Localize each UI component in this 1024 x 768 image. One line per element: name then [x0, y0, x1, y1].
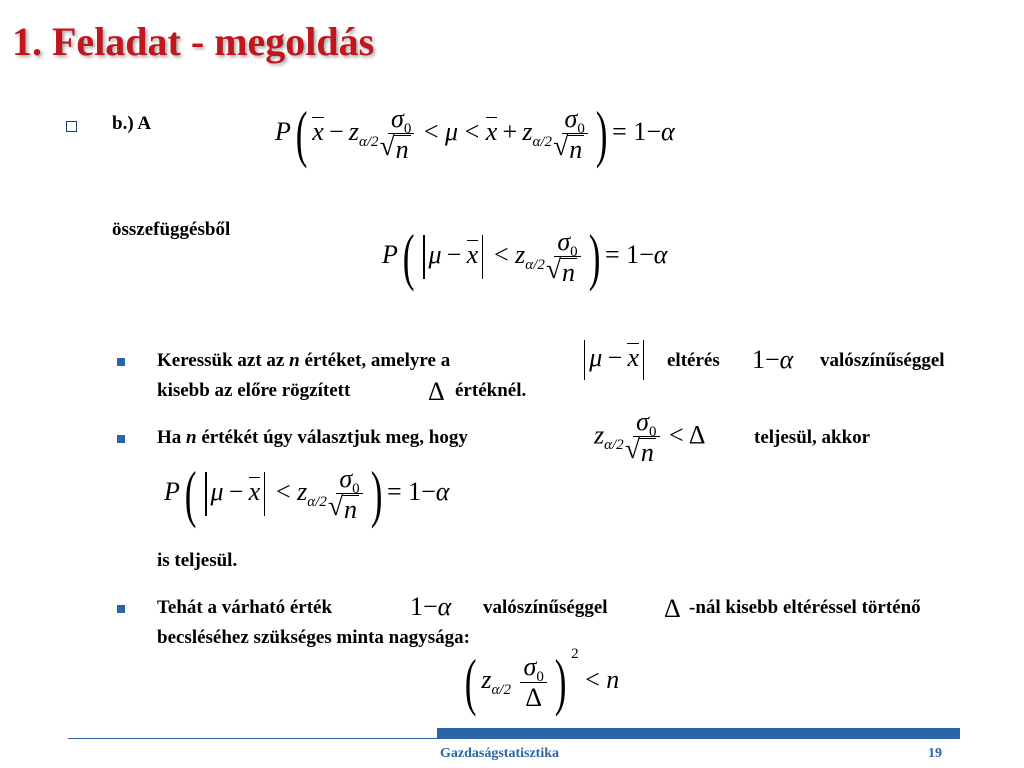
formula-one-minus-alpha-2: 1−α — [410, 592, 452, 621]
square-bullet-icon — [117, 435, 125, 443]
bullet3-line2: becsléséhez szükséges minta nagysága: — [157, 627, 470, 648]
formula-condition: $z_{\alpha/2}$ $\sigma_0$ √ n < Δ — [594, 408, 705, 467]
page-title: 1. Feladat - megoldás — [12, 19, 375, 64]
formula-delta-2: Δ — [664, 594, 681, 623]
bullet1-line2a: kisebb az előre rögzített — [157, 380, 351, 401]
part-label: b.) A — [112, 113, 152, 134]
footer-course: Gazdaságstatisztika — [440, 746, 559, 761]
bullet3-probability: valószínűséggel — [483, 597, 608, 618]
bullet3-line1c: -nál kisebb eltéréssel történő — [689, 597, 921, 618]
bullet1-probability: valószínűséggel — [820, 350, 945, 371]
bullet3-line1a: Tehát a várható érték — [157, 597, 333, 618]
bullet2-line: Ha n értékét úgy választjuk meg, hogy — [157, 427, 468, 448]
formula-sample-size: ( $z_{\alpha/2}$ $\frac{\sigma_0}{\Delta}$ ) $^2$ < n — [464, 645, 620, 717]
footer-line — [68, 738, 960, 739]
bullet1-line2b: értéknél. — [455, 380, 527, 401]
formula-delta: Δ — [428, 377, 445, 406]
hollow-square-bullet-icon — [66, 121, 77, 132]
formula-one-minus-alpha: 1−α — [752, 345, 794, 374]
bullet2-satisfied: teljesül, akkor — [754, 427, 871, 448]
footer-page-number: 19 — [928, 746, 942, 761]
square-bullet-icon — [117, 605, 125, 613]
bullet1-deviation: eltérés — [667, 350, 720, 371]
bullet2-tail: is teljesül. — [157, 550, 238, 571]
square-bullet-icon — [117, 358, 125, 366]
bullet1-line1: Keressük azt az n értéket, amelyre a — [157, 350, 451, 371]
formula-confidence-interval: P( $x - z_{\alpha/2}$ $\sigma_0$ √ n < $\mu < x + z_{\alpha/2}$ $\sigma_0$ √ n ) = 1−α — [275, 102, 675, 166]
formula-abs-mu-xbar: μ − x — [580, 340, 648, 380]
from-label: összefüggésből — [112, 219, 231, 240]
formula-abs-deviation-2: P( $\mu - x < z_{\alpha/2}$ $\sigma_0$ √ n ) = 1−α — [164, 462, 449, 526]
formula-abs-deviation: P( $\mu - x < z_{\alpha/2}$ $\sigma_0$ √ n ) = 1−α — [382, 225, 667, 289]
